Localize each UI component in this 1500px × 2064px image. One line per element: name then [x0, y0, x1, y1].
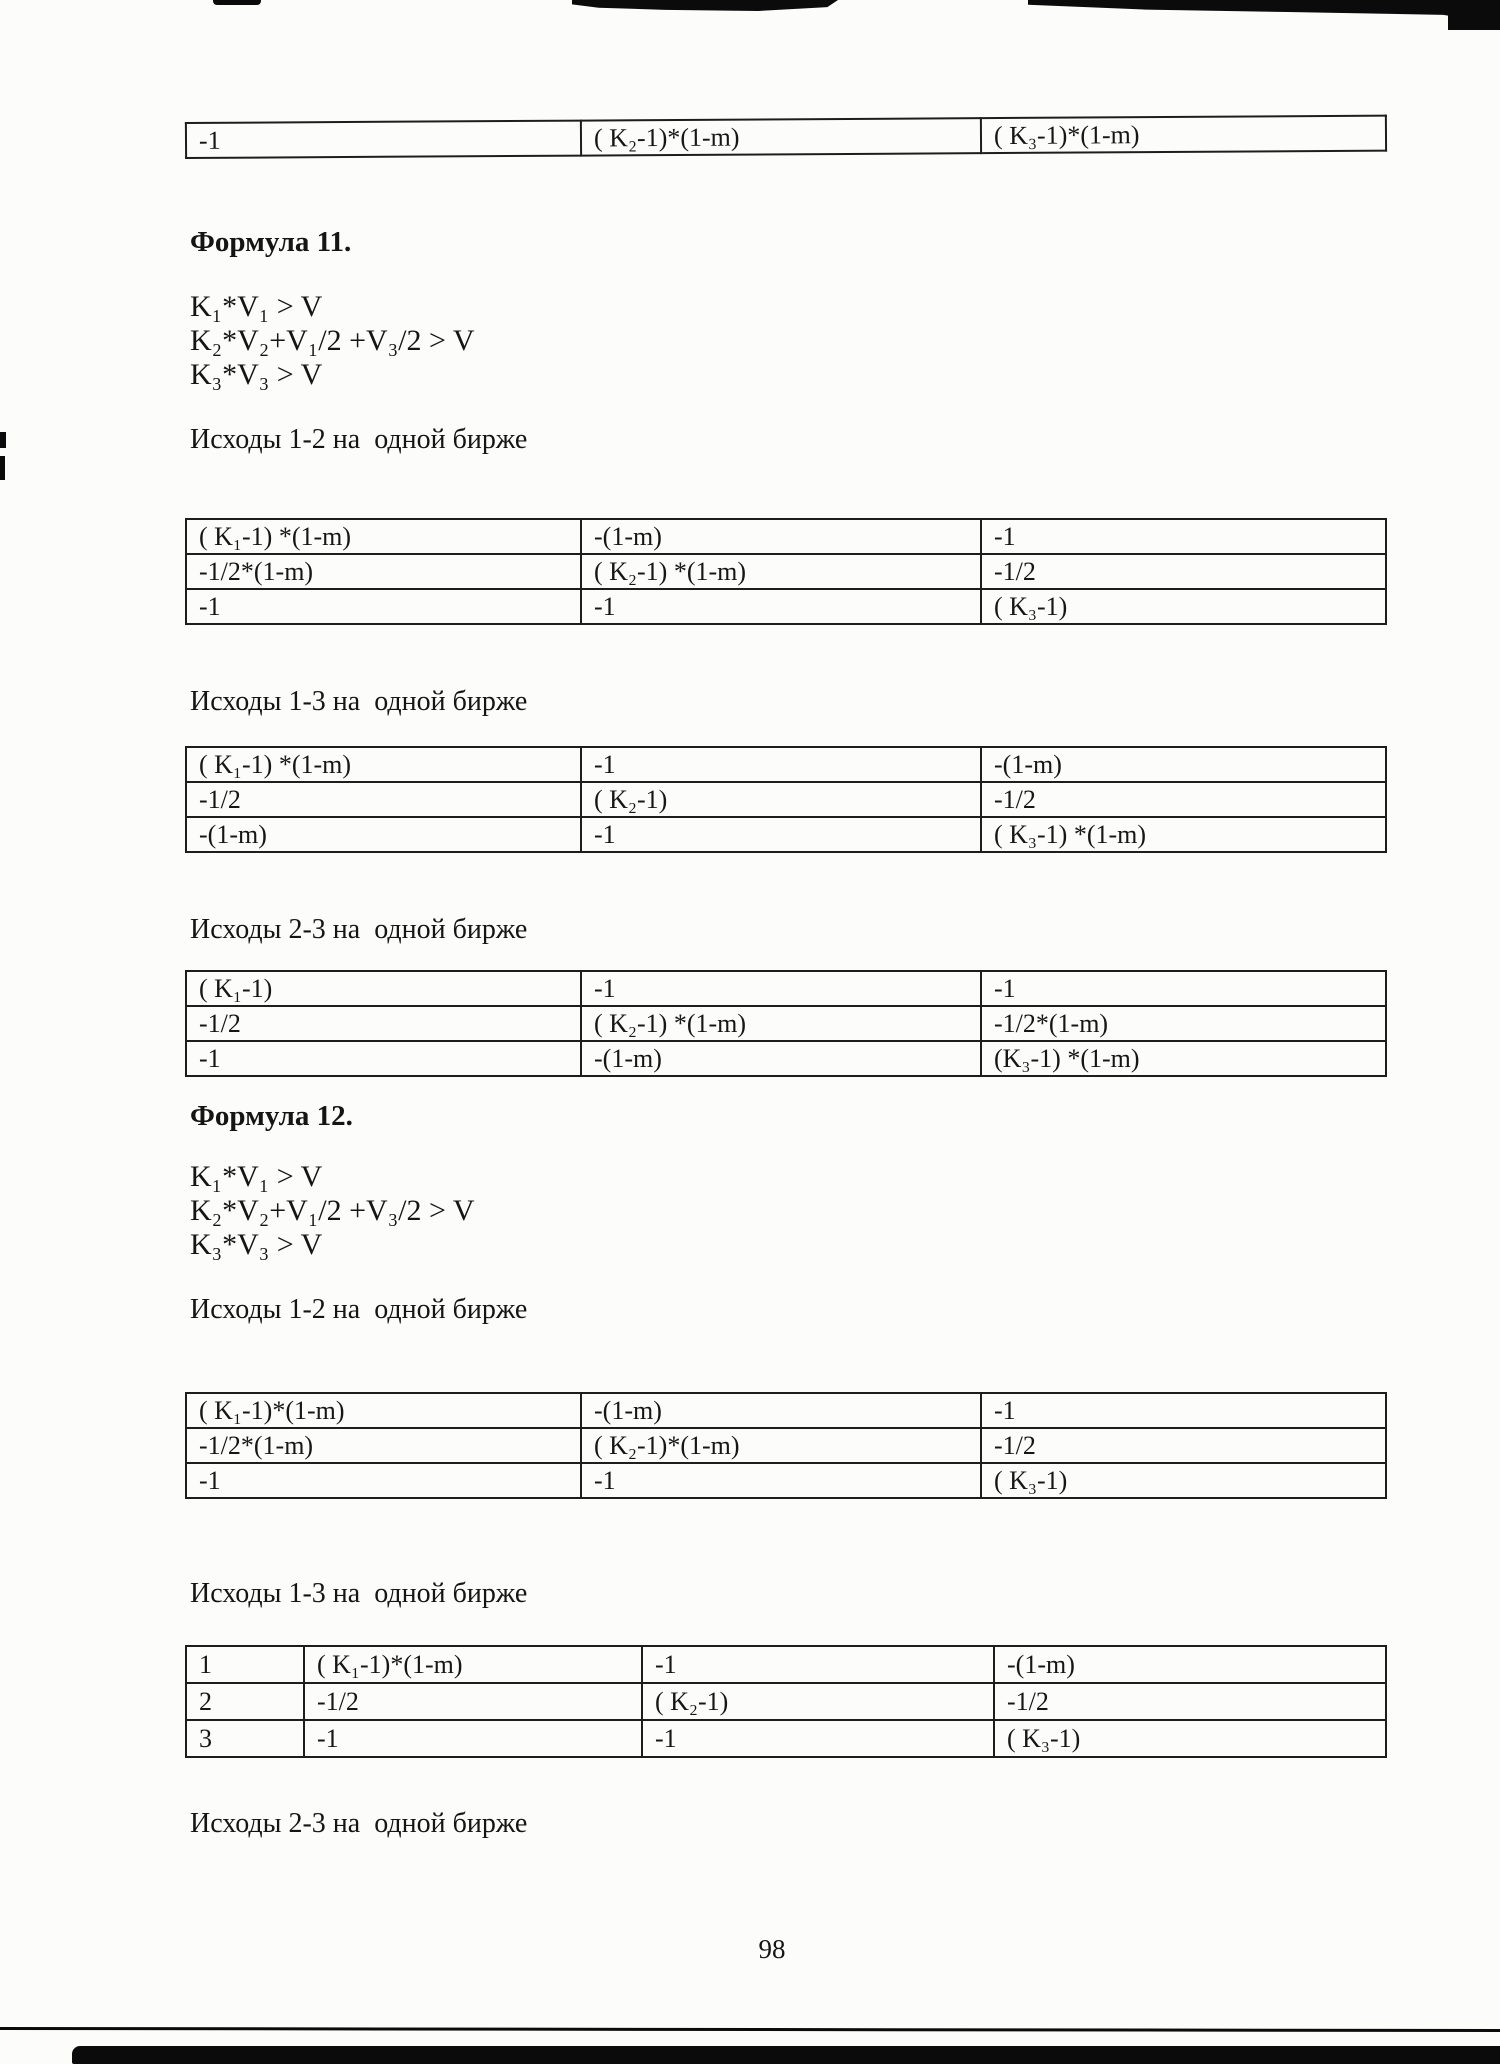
formula-line: K₁*V₁ > V [190, 290, 323, 323]
table-cell: ( K₁-1)*(1-m) [186, 1393, 581, 1428]
table-cell: -1 [981, 971, 1386, 1006]
table-cell: -1 [186, 1041, 581, 1076]
table-f11-outcomes-1-3 [185, 746, 1387, 853]
table-cell: -1/2 [981, 1428, 1386, 1463]
table-row [186, 116, 1386, 158]
table-cell: -1/2 [304, 1683, 642, 1720]
table-cell: -1 [581, 971, 981, 1006]
table-cell: 1 [186, 1646, 304, 1683]
table-row [186, 971, 1386, 1006]
section-label-f12-outcomes-1-3: Исходы 1-3 на одной бирже [190, 1578, 528, 1609]
table-cell: -1/2 [994, 1683, 1386, 1720]
formula-11-equations [190, 290, 475, 392]
table-row [186, 817, 1386, 852]
table-cell: -1 [186, 589, 581, 624]
table-cell: -(1-m) [581, 519, 981, 554]
scan-artifact-top-right [1028, 0, 1500, 24]
table-cell: -(1-m) [581, 1393, 981, 1428]
table-cell: -1 [581, 589, 981, 624]
formula-line: K₂*V₂+V₁/2 +V₃/2 > V [190, 1194, 475, 1227]
table-cell: ( K₃-1) *(1-m) [981, 817, 1386, 852]
table-cell: ( K₃-1) [981, 589, 1386, 624]
table-row [186, 1720, 1386, 1757]
formula-12-equations [190, 1160, 475, 1262]
table-cell: -(1-m) [581, 1041, 981, 1076]
table-cell: -1/2 [981, 782, 1386, 817]
scan-artifact-bottom-bar [72, 2046, 1500, 2064]
table-cell: -1 [981, 519, 1386, 554]
scan-artifact-top-right-corner [1448, 0, 1500, 30]
table-cell: ( K₁-1) [186, 971, 581, 1006]
table-cell: -1/2 [981, 554, 1386, 589]
table-cell: 2 [186, 1683, 304, 1720]
table-cell: ( K₂-1)*(1-m) [581, 1428, 981, 1463]
table-cell: -1 [642, 1646, 994, 1683]
formula-line: K₃*V₃ > V [190, 358, 323, 391]
table-cell: ( K₁-1)*(1-m) [304, 1646, 642, 1683]
section-label-f11-outcomes-1-2: Исходы 1-2 на одной бирже [190, 424, 528, 455]
table-cell: 3 [186, 1720, 304, 1757]
table-cell: ( K₂-1)*(1-m) [581, 118, 981, 155]
table-row [186, 1393, 1386, 1428]
table-row [186, 1041, 1386, 1076]
table-cell: -1 [581, 817, 981, 852]
table-cell: -1 [186, 121, 581, 158]
table-cell: ( K₃-1) [981, 1463, 1386, 1498]
table-cell: ( K₁-1) *(1-m) [186, 519, 581, 554]
page-number: 98 [758, 1934, 786, 1964]
table-cell: -1 [186, 1463, 581, 1498]
table-row [186, 1463, 1386, 1498]
formula-11-heading: Формула 11. [190, 226, 352, 258]
table-row [186, 589, 1386, 624]
formula-line: K₁*V₁ > V [190, 1160, 323, 1193]
table-cell: -1 [581, 747, 981, 782]
table-cell: -(1-m) [186, 817, 581, 852]
table-cell: -1/2*(1-m) [186, 554, 581, 589]
section-label-f11-outcomes-1-3: Исходы 1-3 на одной бирже [190, 686, 528, 717]
table-cell: -1 [304, 1720, 642, 1757]
section-label-f11-outcomes-2-3: Исходы 2-3 на одной бирже [190, 914, 528, 945]
table-cell: -1/2*(1-m) [981, 1006, 1386, 1041]
table-cell: -1 [581, 1463, 981, 1498]
table-row [186, 519, 1386, 554]
table-top-partial-row [185, 115, 1387, 159]
formula-line: K₂*V₂+V₁/2 +V₃/2 > V [190, 324, 475, 357]
table-cell: ( K₂-1) [642, 1683, 994, 1720]
section-label-f12-outcomes-1-2: Исходы 1-2 на одной бирже [190, 1294, 528, 1325]
scan-artifact-left-edge-1 [0, 432, 6, 448]
table-row [186, 747, 1386, 782]
table-cell: ( K₃-1) [994, 1720, 1386, 1757]
table-cell: ( K₂-1) [581, 782, 981, 817]
table-row [186, 1006, 1386, 1041]
table-row [186, 554, 1386, 589]
scan-artifact-bottom-line [0, 2027, 1500, 2032]
table-cell: ( K₂-1) *(1-m) [581, 554, 981, 589]
table-cell: -1 [642, 1720, 994, 1757]
table-row [186, 782, 1386, 817]
table-cell: -1/2 [186, 782, 581, 817]
table-f12-outcomes-1-2 [185, 1392, 1387, 1499]
table-cell: -(1-m) [981, 747, 1386, 782]
formula-line: K₃*V₃ > V [190, 1228, 323, 1261]
table-cell: -1/2*(1-m) [186, 1428, 581, 1463]
table-cell: (K₃-1) *(1-m) [981, 1041, 1386, 1076]
scan-artifact-left-edge-2 [0, 456, 5, 480]
scan-artifact-top-center [572, 0, 838, 11]
table-row [186, 1683, 1386, 1720]
table-cell: -1 [981, 1393, 1386, 1428]
formula-12-heading: Формула 12. [190, 1100, 353, 1132]
table-f11-outcomes-2-3 [185, 970, 1387, 1077]
table-f11-outcomes-1-2 [185, 518, 1387, 625]
table-row [186, 1646, 1386, 1683]
table-cell: -(1-m) [994, 1646, 1386, 1683]
table-cell: ( K₂-1) *(1-m) [581, 1006, 981, 1041]
table-cell: ( K₃-1)*(1-m) [981, 116, 1386, 153]
table-f12-outcomes-1-3 [185, 1645, 1387, 1758]
scan-artifact-top-left [213, 0, 261, 5]
section-label-f12-outcomes-2-3: Исходы 2-3 на одной бирже [190, 1808, 528, 1839]
table-cell: -1/2 [186, 1006, 581, 1041]
table-row [186, 1428, 1386, 1463]
table-cell: ( K₁-1) *(1-m) [186, 747, 581, 782]
